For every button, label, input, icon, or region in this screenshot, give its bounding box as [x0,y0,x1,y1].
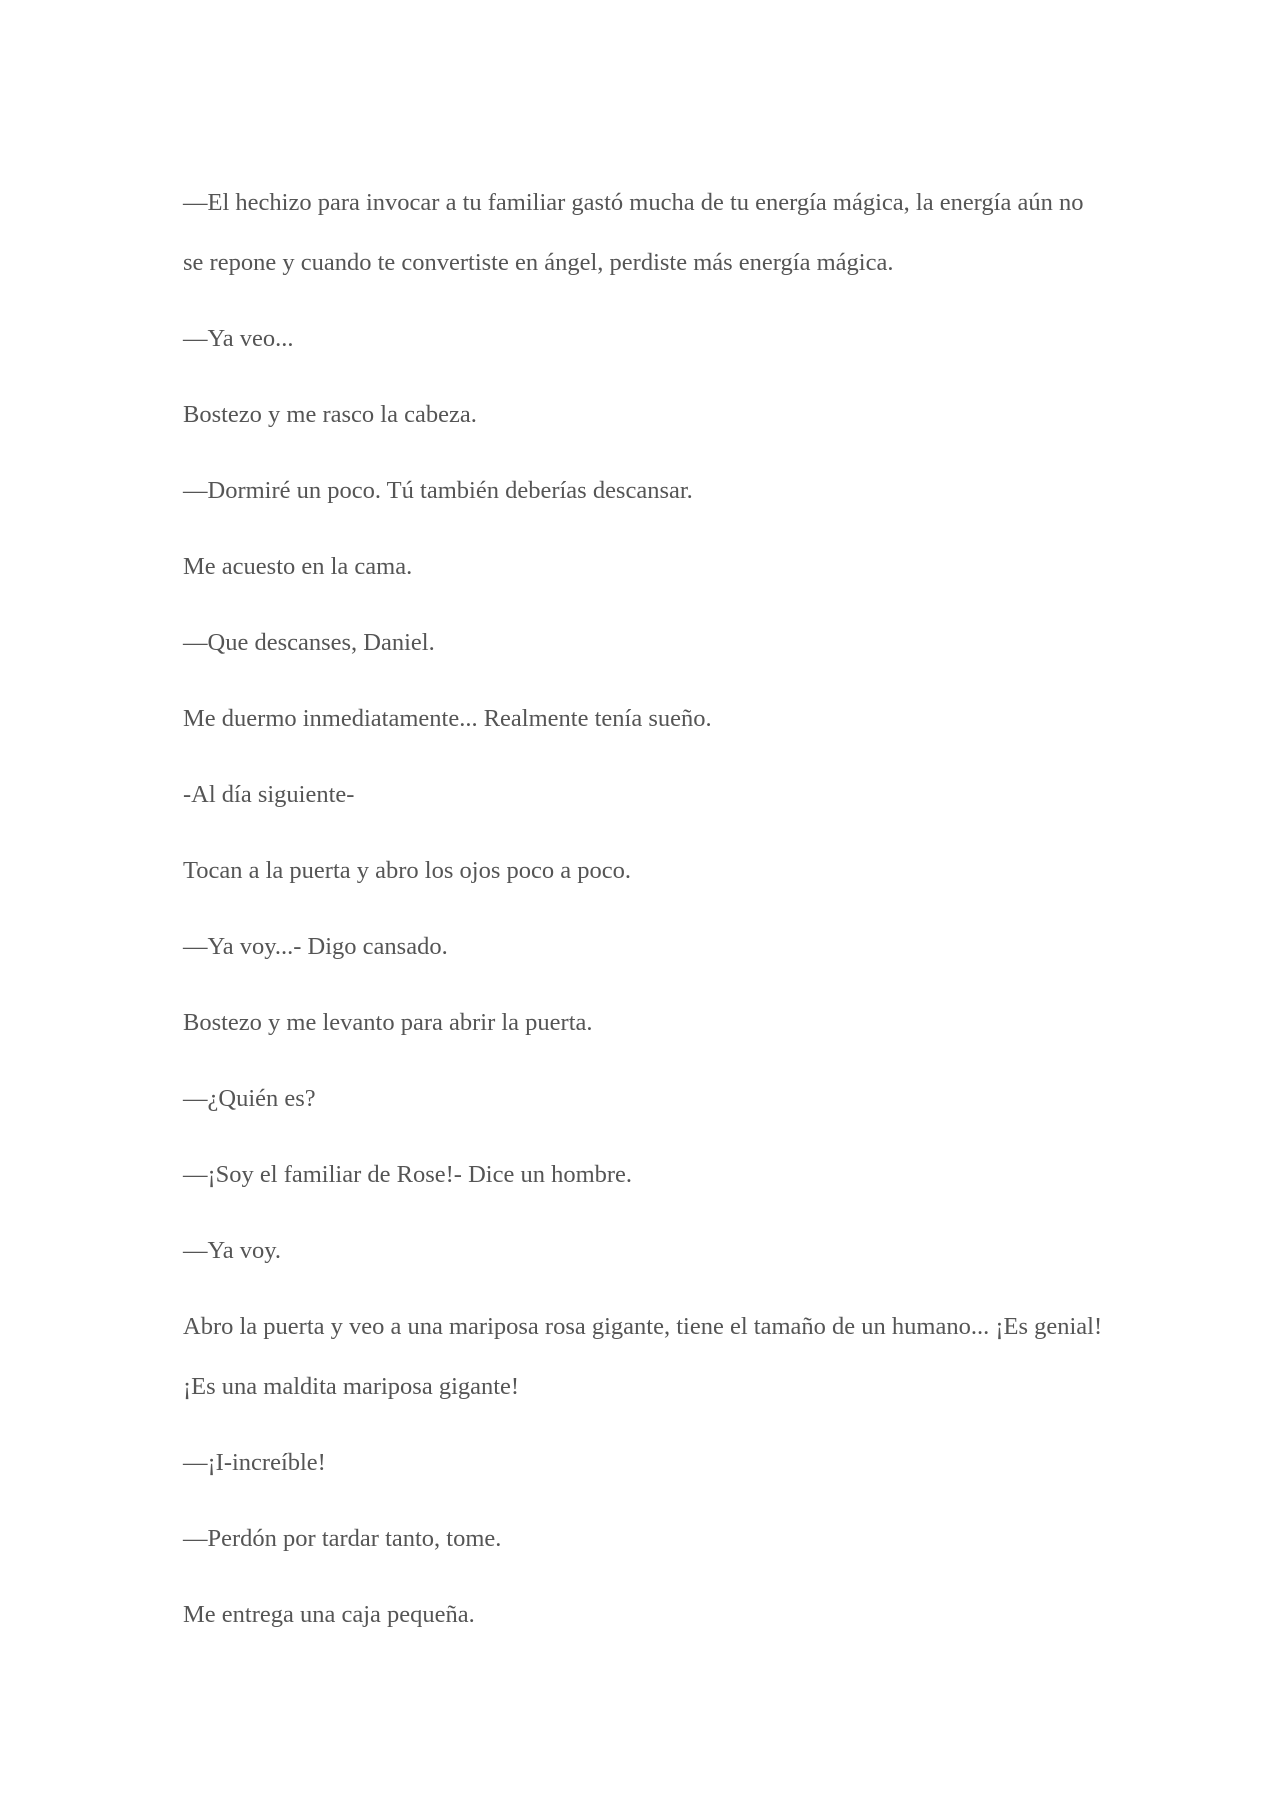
paragraph: Me acuesto en la cama. [183,553,413,580]
paragraph: —¡I-increíble! [183,1449,326,1476]
text-column [183,173,1103,1661]
paragraph: —Ya voy...- Digo cansado. [183,933,448,960]
paragraph: —Ya voy. [183,1237,282,1264]
paragraph: Me entrega una caja pequeña. [183,1601,475,1628]
paragraph: Bostezo y me rasco la cabeza. [183,401,477,428]
paragraph: —Ya veo... [183,325,294,352]
paragraph: —¡Soy el familiar de Rose!- Dice un hombre. [183,1161,633,1188]
paragraph: —¿Quién es? [183,1085,316,1112]
paragraph: —Perdón por tardar tanto, tome. [183,1525,502,1552]
paragraph: Me duermo inmediatamente... Realmente tenía sueño. [183,705,712,732]
paragraph: Abro la puerta y veo a una mariposa rosa gigante, tiene el tamaño de un humano... ¡Es genial! ¡Es una maldita mariposa gigante! [183,1313,1103,1400]
paragraph: -Al día siguiente- [183,781,355,808]
paragraph: —El hechizo para invocar a tu familiar gastó mucha de tu energía mágica, la energía aún no se repone y cuando te convertiste en ángel, perdiste más energía mágica. [183,189,1084,276]
paragraph: Bostezo y me levanto para abrir la puerta. [183,1009,593,1036]
paragraph: —Dormiré un poco. Tú también deberías descansar. [183,477,693,504]
paragraph: Tocan a la puerta y abro los ojos poco a poco. [183,857,631,884]
paragraph: —Que descanses, Daniel. [183,629,435,656]
